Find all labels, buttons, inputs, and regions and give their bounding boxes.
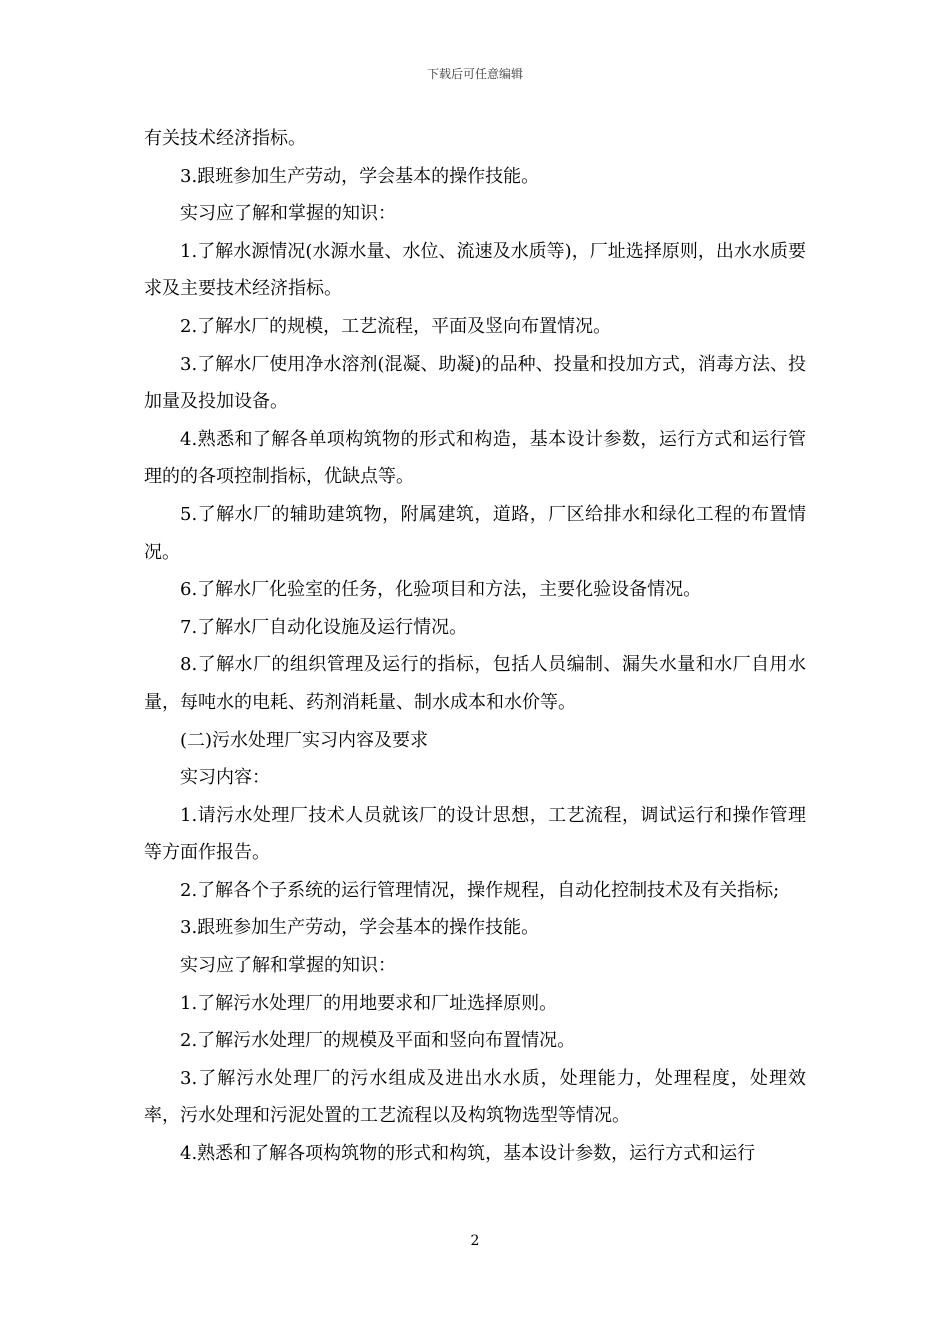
paragraph: 5.了解水厂的辅助建筑物，附属建筑，道路，厂区给排水和绿化工程的布置情况。 <box>144 503 806 563</box>
paragraph: 2.了解水厂的规模，工艺流程，平面及竖向布置情况。 <box>180 315 612 337</box>
paragraph: 7.了解水厂自动化设施及运行情况。 <box>180 616 468 638</box>
paragraph: 3.了解水厂使用净水溶剂(混凝、助凝)的品种、投量和投加方式，消毒方法、投加量及投加设备。 <box>144 353 806 413</box>
paragraph: 实习应了解和掌握的知识： <box>180 203 396 225</box>
paragraph: 6.了解水厂化验室的任务，化验项目和方法，主要化验设备情况。 <box>180 579 702 601</box>
paragraph: 1.请污水处理厂技术人员就该厂的设计思想，工艺流程，调试运行和操作管理等方面作报告。 <box>144 804 806 864</box>
paragraph: 3.跟班参加生产劳动，学会基本的操作技能。 <box>180 165 540 187</box>
page-header: 下载后可任意编辑 <box>426 67 523 81</box>
paragraph: 1.了解污水处理厂的用地要求和厂址选择原则。 <box>180 992 558 1014</box>
paragraph: 有关技术经济指标。 <box>144 128 306 149</box>
document-body <box>144 120 806 1173</box>
paragraph: 2.了解污水处理厂的规模及平面和竖向布置情况。 <box>180 1030 576 1052</box>
paragraph: 3.了解污水处理厂的污水组成及进出水水质，处理能力，处理程度，处理效率，污水处理和污泥处置的工艺流程以及构筑物选型等情况。 <box>144 1067 806 1127</box>
paragraph: 1.了解水源情况(水源水量、水位、流速及水质等)，厂址选择原则，出水水质要求及主要技术经济指标。 <box>144 240 806 300</box>
paragraph: 8.了解水厂的组织管理及运行的指标，包括人员编制、漏失水量和水厂自用水量，每吨水的电耗、药剂消耗量、制水成本和水价等。 <box>144 654 806 713</box>
page-number: 2 <box>470 1233 480 1249</box>
paragraph: 4.熟悉和了解各单项构筑物的形式和构造，基本设计参数，运行方式和运行管理的的各项控制指标，优缺点等。 <box>144 428 806 488</box>
paragraph: 2.了解各个子系统的运行管理情况，操作规程，自动化控制技术及有关指标; <box>180 879 780 901</box>
paragraph: 4.熟悉和了解各项构筑物的形式和构筑，基本设计参数，运行方式和运行 <box>180 1143 756 1165</box>
paragraph: 实习应了解和掌握的知识： <box>180 955 396 977</box>
paragraph: (二)污水处理厂实习内容及要求 <box>180 729 429 751</box>
paragraph: 3.跟班参加生产劳动，学会基本的操作技能。 <box>180 917 540 939</box>
paragraph: 实习内容： <box>180 767 270 789</box>
